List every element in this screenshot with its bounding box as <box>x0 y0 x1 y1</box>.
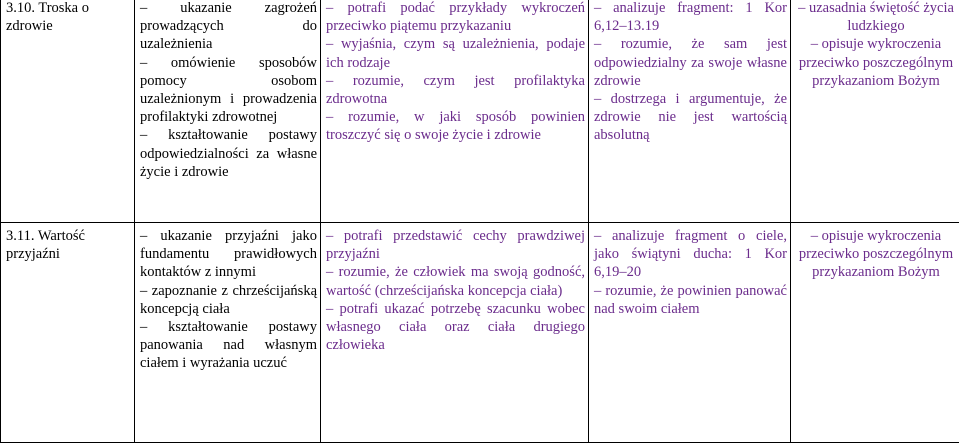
topic-cell: 3.10. Troska o zdrowie <box>1 0 135 223</box>
list-item: – potrafi podać przykłady wykroczeń przeciwko piątemu przykazaniu <box>326 0 585 35</box>
table-row <box>1 0 959 223</box>
bullet: – <box>326 264 333 280</box>
list-item: – dostrzega i argumentuje, że zdrowie nie jest wartością absolutną <box>594 90 787 145</box>
scripture-cell <box>589 0 791 223</box>
list-item: – kształtowanie postawy panowania nad własnym ciałem i wyrażania uczuć <box>140 318 317 373</box>
topic-cell: 3.11. Wartość przyjaźni <box>1 223 135 443</box>
bullet: – <box>594 228 601 244</box>
bullet: – <box>594 0 601 16</box>
extra-cell <box>791 223 959 443</box>
list-item: – rozumie, w jaki sposób powinien troszczyć się o swoje życie i zdrowie <box>326 108 585 144</box>
list-item: – zapoznanie z chrześcijańską koncepcją ciała <box>140 282 317 318</box>
list-item: – kształtowanie postawy odpowiedzialności za własne życie i zdrowie <box>140 126 317 181</box>
list-item: – wyjaśnia, czym są uzależnienia, podaje ich rodzaje <box>326 35 585 71</box>
requirements-cell <box>321 223 589 443</box>
list-item: – ukazanie zagrożeń prowadzących do uzależnienia <box>140 0 317 54</box>
list-item: – rozumie, że człowiek ma swoją godność, wartość (chrześcijańska koncepcja ciała) <box>326 263 585 299</box>
list-item: – ukazanie przyjaźni jako fundamentu prawidłowych kontaktów z innymi <box>140 227 317 282</box>
list-item: – omówienie sposobów pomocy osobom uzależnionym i prowadzenia profilaktyki zdrowotnej <box>140 54 317 127</box>
bullet: – <box>140 55 147 71</box>
bullet: – <box>594 91 601 107</box>
list-item: – rozumie, że powinien panować nad swoim ciałem <box>594 282 787 318</box>
bullet: – <box>326 73 333 89</box>
bullet: – <box>811 228 818 244</box>
content-cell <box>135 0 321 223</box>
bullet: – <box>140 319 147 335</box>
list-item: – analizuje fragment: 1 Kor 6,12–13.19 <box>594 0 787 35</box>
requirements-cell <box>321 0 589 223</box>
bullet: – <box>140 0 147 16</box>
table-row <box>1 223 959 443</box>
content-cell <box>135 223 321 443</box>
extra-cell <box>791 0 959 223</box>
list-item: – opisuje wykroczenia przeciwko poszczególnym przykazaniom Bożym <box>796 227 956 282</box>
bullet: – <box>140 228 147 244</box>
bullet: – <box>326 36 333 52</box>
bullet: – <box>140 283 147 299</box>
list-item: – opisuje wykroczenia przeciwko poszczególnym przykazaniom Bożym <box>796 35 956 90</box>
bullet: – <box>326 109 333 125</box>
bullet: – <box>811 36 818 52</box>
bullet: – <box>326 0 333 16</box>
scripture-cell <box>589 223 791 443</box>
list-item: – uzasadnia świętość życia ludzkiego <box>796 0 956 35</box>
bullet: – <box>798 0 805 16</box>
bullet: – <box>594 36 601 52</box>
bullet: – <box>326 301 333 317</box>
bullet: – <box>326 228 333 244</box>
list-item: – potrafi ukazać potrzebę szacunku wobec własnego ciała oraz ciała drugiego człowieka <box>326 300 585 355</box>
bullet: – <box>594 283 601 299</box>
list-item: – analizuje fragment o ciele, jako świątyni ducha: 1 Kor 6,19–20 <box>594 227 787 282</box>
list-item: – potrafi przedstawić cechy prawdziwej przyjaźni <box>326 227 585 263</box>
bullet: – <box>140 127 147 143</box>
list-item: – rozumie, że sam jest odpowiedzialny za swoje własne zdrowie <box>594 35 787 90</box>
list-item: – rozumie, czym jest profilaktyka zdrowotna <box>326 72 585 108</box>
